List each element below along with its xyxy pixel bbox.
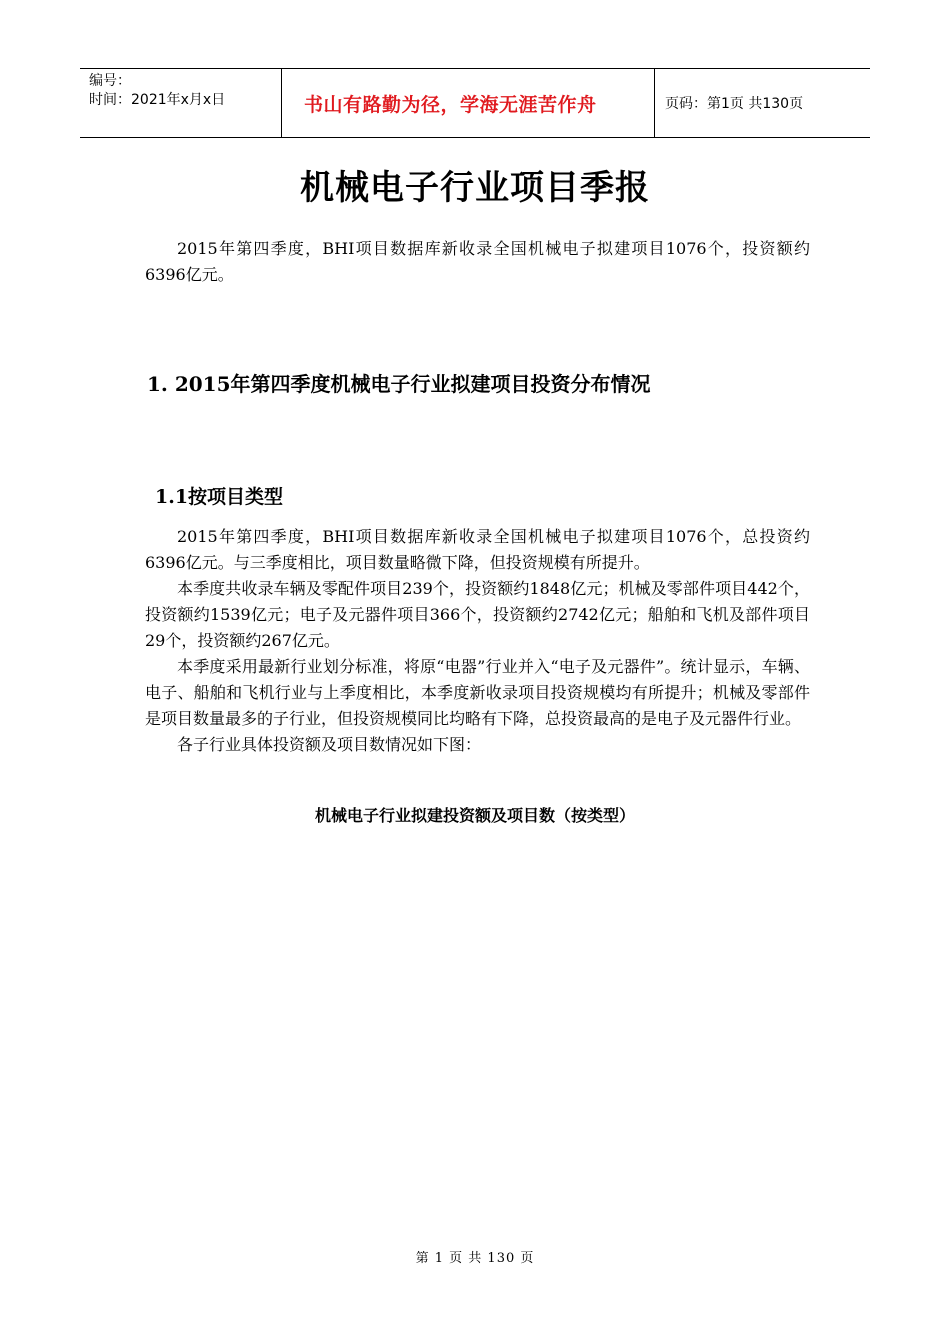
- page-title: 机械电子行业项目季报: [300, 168, 650, 208]
- body-paragraph: 本季度共收录车辆及零配件项目239个，投资额约1848亿元；机械及零部件项目442个，投资额约1539亿元；电子及元器件项目366个，投资额约2742亿元；船舶和飞机及部件项目29个，投资额约267亿元。: [145, 579, 810, 650]
- intro-paragraph: [145, 236, 810, 288]
- time-label: 时间：2021年x月x日: [89, 92, 226, 108]
- header-meta: [80, 69, 281, 137]
- document-header: [80, 68, 870, 138]
- body-paragraph: 各子行业具体投资额及项目数情况如下图：: [177, 735, 482, 754]
- section-1-1-body: [145, 524, 810, 758]
- number-label: 编号：: [89, 73, 131, 89]
- body-paragraph: 本季度采用最新行业划分标准，将原“电器”行业并入“电子及元器件”。统计显示，车辆、电子、船舶和飞机行业与上季度相比，本季度新收录项目投资规模均有所提升；机械及零部件是项目数量最多的子行业，但投资规模同比均略有下降，总投资最高的是电子及元器件行业。: [145, 657, 810, 728]
- chart-caption: 机械电子行业拟建投资额及项目数（按类型）: [314, 806, 635, 825]
- page-footer: 第 1 页 共 130 页: [415, 1251, 535, 1266]
- intro-text: 2015年第四季度，BHI项目数据库新收录全国机械电子拟建项目1076个，投资额约6396亿元。: [145, 239, 810, 284]
- body-paragraph: 2015年第四季度，BHI项目数据库新收录全国机械电子拟建项目1076个，总投资约6396亿元。与三季度相比，项目数量略微下降，但投资规模有所提升。: [145, 527, 810, 572]
- section-1-1-heading: 1.1按项目类型: [155, 486, 284, 508]
- header-motto: 书山有路勤为径，学海无涯苦作舟: [281, 69, 655, 137]
- header-page-info: 页码：第1页 共130页: [665, 96, 804, 112]
- section-1-heading: 1. 2015年第四季度机械电子行业拟建项目投资分布情况: [147, 372, 651, 396]
